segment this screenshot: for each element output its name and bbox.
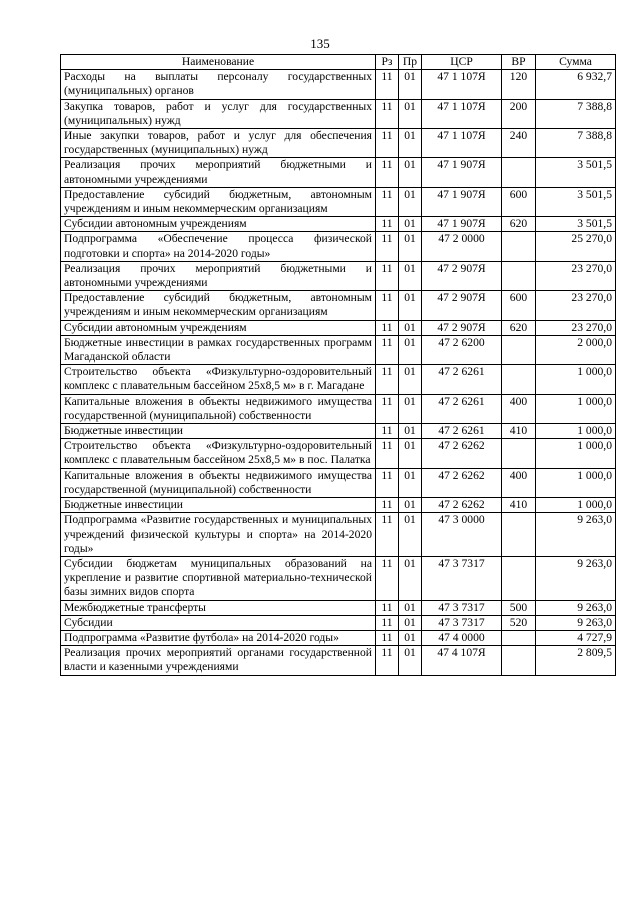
cell-name: Бюджетные инвестиции: [61, 424, 376, 439]
cell-name: Капитальные вложения в объекты недвижимого имущества государственной (муниципальной) собственности: [61, 468, 376, 497]
header-rz: Рз: [376, 55, 399, 70]
cell-csr: 47 2 907Я: [422, 261, 502, 290]
cell-name: Реализация прочих мероприятий органами государственной власти и казенными учреждениями: [61, 646, 376, 675]
cell-pr: 01: [399, 498, 422, 513]
cell-name: Субсидии бюджетам муниципальных образований на укрепление и развитие спортивной материально-технической базы зимних видов спорта: [61, 556, 376, 600]
cell-sum: 1 000,0: [536, 439, 616, 468]
table-row: [61, 261, 616, 290]
cell-pr: 01: [399, 232, 422, 261]
cell-vr: 410: [502, 498, 536, 513]
cell-vr: 200: [502, 99, 536, 128]
header-vr: ВР: [502, 55, 536, 70]
cell-sum: 1 000,0: [536, 498, 616, 513]
table-row: [61, 291, 616, 320]
cell-name: Реализация прочих мероприятий бюджетными и автономными учреждениями: [61, 158, 376, 187]
table-header-row: [61, 55, 616, 70]
cell-csr: 47 1 907Я: [422, 187, 502, 216]
cell-rz: 11: [376, 158, 399, 187]
cell-sum: 1 000,0: [536, 365, 616, 394]
cell-rz: 11: [376, 217, 399, 232]
cell-pr: 01: [399, 261, 422, 290]
cell-sum: 9 263,0: [536, 513, 616, 557]
cell-name: Строительство объекта «Физкультурно-оздоровительный комплекс с плавательным бассейном 25х8,5 м» в пос. Палатка: [61, 439, 376, 468]
cell-sum: 4 727,9: [536, 630, 616, 645]
cell-name: Субсидии автономным учреждениям: [61, 217, 376, 232]
cell-sum: 1 000,0: [536, 394, 616, 423]
table-row: [61, 646, 616, 675]
cell-rz: 11: [376, 513, 399, 557]
cell-name: Бюджетные инвестиции в рамках государственных программ Магаданской области: [61, 335, 376, 364]
table-row: [61, 217, 616, 232]
cell-csr: 47 1 107Я: [422, 70, 502, 99]
table-row: [61, 70, 616, 99]
header-pr: Пр: [399, 55, 422, 70]
table-row: [61, 630, 616, 645]
table-row: [61, 129, 616, 158]
cell-sum: 9 263,0: [536, 615, 616, 630]
cell-csr: 47 3 0000: [422, 513, 502, 557]
cell-sum: 23 270,0: [536, 320, 616, 335]
cell-rz: 11: [376, 468, 399, 497]
cell-pr: 01: [399, 217, 422, 232]
cell-vr: 400: [502, 468, 536, 497]
cell-name: Закупка товаров, работ и услуг для государственных (муниципальных) нужд: [61, 99, 376, 128]
cell-rz: 11: [376, 320, 399, 335]
cell-sum: 3 501,5: [536, 217, 616, 232]
cell-rz: 11: [376, 129, 399, 158]
cell-vr: 620: [502, 217, 536, 232]
cell-pr: 01: [399, 439, 422, 468]
cell-rz: 11: [376, 99, 399, 128]
cell-vr: 500: [502, 600, 536, 615]
cell-pr: 01: [399, 129, 422, 158]
cell-csr: 47 4 107Я: [422, 646, 502, 675]
table-row: [61, 99, 616, 128]
cell-sum: 1 000,0: [536, 424, 616, 439]
cell-sum: 6 932,7: [536, 70, 616, 99]
cell-rz: 11: [376, 291, 399, 320]
cell-name: Предоставление субсидий бюджетным, автономным учреждениям и иным некоммерческим организациям: [61, 187, 376, 216]
cell-rz: 11: [376, 615, 399, 630]
table-row: [61, 513, 616, 557]
table-row: [61, 158, 616, 187]
cell-sum: 3 501,5: [536, 158, 616, 187]
cell-csr: 47 1 107Я: [422, 99, 502, 128]
cell-rz: 11: [376, 187, 399, 216]
cell-pr: 01: [399, 556, 422, 600]
header-name: Наименование: [61, 55, 376, 70]
cell-csr: 47 3 7317: [422, 556, 502, 600]
cell-vr: 400: [502, 394, 536, 423]
cell-vr: 620: [502, 320, 536, 335]
cell-vr: [502, 439, 536, 468]
table-row: [61, 556, 616, 600]
table-row: [61, 394, 616, 423]
table-row: [61, 335, 616, 364]
cell-pr: 01: [399, 70, 422, 99]
cell-vr: 520: [502, 615, 536, 630]
cell-vr: 600: [502, 291, 536, 320]
cell-sum: 25 270,0: [536, 232, 616, 261]
cell-sum: 23 270,0: [536, 291, 616, 320]
cell-csr: 47 2 6262: [422, 439, 502, 468]
table-row: [61, 424, 616, 439]
cell-rz: 11: [376, 261, 399, 290]
cell-pr: 01: [399, 187, 422, 216]
table-row: [61, 320, 616, 335]
cell-csr: 47 3 7317: [422, 600, 502, 615]
table-row: [61, 365, 616, 394]
cell-vr: 410: [502, 424, 536, 439]
cell-rz: 11: [376, 556, 399, 600]
table-row: [61, 468, 616, 497]
cell-csr: 47 2 907Я: [422, 291, 502, 320]
cell-rz: 11: [376, 424, 399, 439]
cell-vr: [502, 646, 536, 675]
cell-rz: 11: [376, 498, 399, 513]
cell-rz: 11: [376, 630, 399, 645]
cell-name: Иные закупки товаров, работ и услуг для обеспечения государственных (муниципальных) нужд: [61, 129, 376, 158]
cell-pr: 01: [399, 158, 422, 187]
table-row: [61, 498, 616, 513]
cell-csr: 47 3 7317: [422, 615, 502, 630]
cell-name: Субсидии автономным учреждениям: [61, 320, 376, 335]
cell-vr: [502, 158, 536, 187]
cell-csr: 47 2 6261: [422, 424, 502, 439]
table-row: [61, 187, 616, 216]
cell-rz: 11: [376, 600, 399, 615]
cell-sum: 2 000,0: [536, 335, 616, 364]
cell-sum: 7 388,8: [536, 129, 616, 158]
cell-pr: 01: [399, 513, 422, 557]
cell-name: Бюджетные инвестиции: [61, 498, 376, 513]
cell-rz: 11: [376, 232, 399, 261]
cell-pr: 01: [399, 394, 422, 423]
cell-sum: 7 388,8: [536, 99, 616, 128]
cell-sum: 9 263,0: [536, 600, 616, 615]
cell-rz: 11: [376, 365, 399, 394]
cell-name: Капитальные вложения в объекты недвижимого имущества государственной (муниципальной) собственности: [61, 394, 376, 423]
cell-name: Предоставление субсидий бюджетным, автономным учреждениям и иным некоммерческим организациям: [61, 291, 376, 320]
cell-pr: 01: [399, 365, 422, 394]
cell-csr: 47 2 6261: [422, 365, 502, 394]
cell-csr: 47 1 907Я: [422, 158, 502, 187]
cell-name: Субсидии: [61, 615, 376, 630]
cell-csr: 47 2 0000: [422, 232, 502, 261]
cell-name: Подпрограмма «Развитие футбола» на 2014-2020 годы»: [61, 630, 376, 645]
cell-pr: 01: [399, 630, 422, 645]
cell-sum: 3 501,5: [536, 187, 616, 216]
table-row: [61, 615, 616, 630]
cell-pr: 01: [399, 335, 422, 364]
cell-vr: 600: [502, 187, 536, 216]
cell-vr: [502, 513, 536, 557]
cell-rz: 11: [376, 439, 399, 468]
cell-vr: [502, 365, 536, 394]
cell-vr: 240: [502, 129, 536, 158]
cell-pr: 01: [399, 600, 422, 615]
table-row: [61, 600, 616, 615]
cell-sum: 23 270,0: [536, 261, 616, 290]
cell-csr: 47 1 107Я: [422, 129, 502, 158]
page-number: 135: [310, 36, 330, 51]
cell-name: Расходы на выплаты персоналу государственных (муниципальных) органов: [61, 70, 376, 99]
cell-pr: 01: [399, 646, 422, 675]
cell-sum: 1 000,0: [536, 468, 616, 497]
cell-csr: 47 2 6262: [422, 498, 502, 513]
cell-rz: 11: [376, 646, 399, 675]
cell-csr: 47 2 6262: [422, 468, 502, 497]
cell-rz: 11: [376, 394, 399, 423]
cell-sum: 2 809,5: [536, 646, 616, 675]
cell-pr: 01: [399, 99, 422, 128]
cell-vr: 120: [502, 70, 536, 99]
header-csr: ЦСР: [422, 55, 502, 70]
cell-pr: 01: [399, 424, 422, 439]
cell-name: Межбюджетные трансферты: [61, 600, 376, 615]
cell-pr: 01: [399, 468, 422, 497]
budget-table: [60, 54, 616, 676]
header-sum: Сумма: [536, 55, 616, 70]
cell-pr: 01: [399, 291, 422, 320]
cell-csr: 47 2 907Я: [422, 320, 502, 335]
cell-name: Строительство объекта «Физкультурно-оздоровительный комплекс с плавательным бассейном 25х8,5 м» в г. Магадане: [61, 365, 376, 394]
cell-vr: [502, 335, 536, 364]
cell-vr: [502, 630, 536, 645]
cell-csr: 47 2 6200: [422, 335, 502, 364]
cell-sum: 9 263,0: [536, 556, 616, 600]
cell-vr: [502, 232, 536, 261]
cell-csr: 47 4 0000: [422, 630, 502, 645]
cell-pr: 01: [399, 615, 422, 630]
cell-csr: 47 1 907Я: [422, 217, 502, 232]
cell-rz: 11: [376, 335, 399, 364]
cell-rz: 11: [376, 70, 399, 99]
cell-vr: [502, 261, 536, 290]
cell-vr: [502, 556, 536, 600]
cell-name: Подпрограмма «Развитие государственных и муниципальных учреждений физической культуры и спорта» на 2014-2020 годы»: [61, 513, 376, 557]
table-row: [61, 439, 616, 468]
cell-csr: 47 2 6261: [422, 394, 502, 423]
cell-pr: 01: [399, 320, 422, 335]
cell-name: Реализация прочих мероприятий бюджетными и автономными учреждениями: [61, 261, 376, 290]
table-row: [61, 232, 616, 261]
cell-name: Подпрограмма «Обеспечение процесса физической подготовки и спорта» на 2014-2020 годы»: [61, 232, 376, 261]
